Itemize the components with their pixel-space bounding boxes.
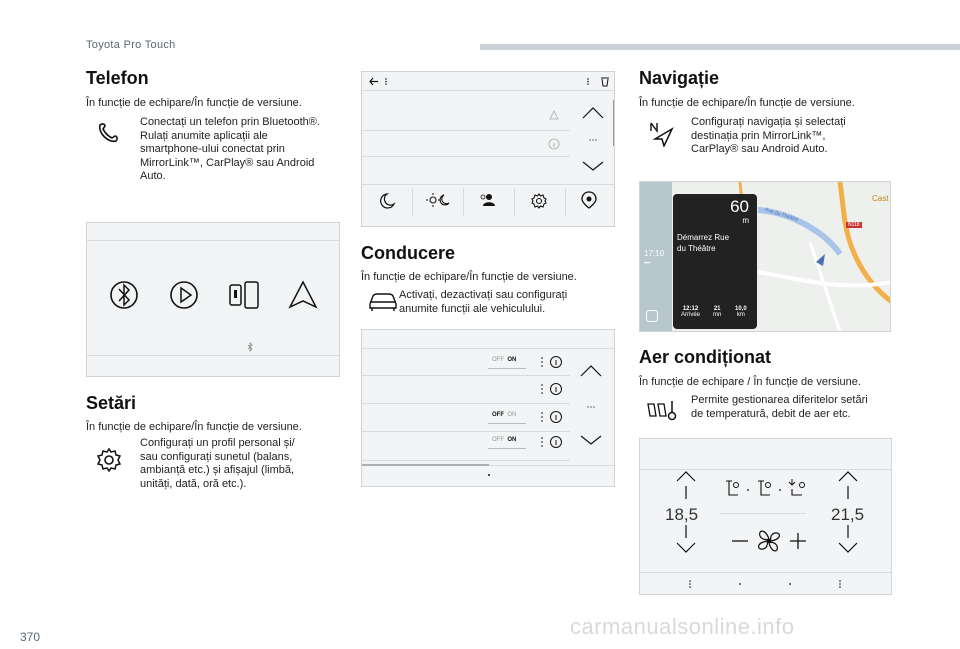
nav-arrival-time: 12:12 [682,306,699,312]
map-street-label: Rue du Théâtre [763,206,799,224]
back-arrow-icon[interactable] [368,76,390,87]
switch-row-4[interactable] [492,437,516,443]
switch-off-label: OFF [492,437,504,443]
car-icon [368,290,398,312]
switch-row-1[interactable] [492,357,516,363]
navigatie-line: Configurați navigația și selectați [691,116,846,128]
switch-off-label: OFF [492,412,504,418]
map-home-button[interactable] [646,310,658,322]
setari-line: Configurați un profil personal și/ [140,437,295,449]
map-side-panel [640,182,672,332]
setari-title: Setări [86,393,137,413]
telefon-line: Auto. [140,170,166,182]
fan-speed-control[interactable] [730,524,808,558]
telefon-description [140,116,320,184]
telefon-title: Telefon [86,68,149,88]
nav-arrival [681,306,700,318]
temp-left: 18,5 [665,505,699,524]
page-dot [488,474,490,476]
scroll-arrows[interactable] [580,104,606,172]
row-menu-info-icon[interactable] [538,382,564,396]
navigation-icon [647,121,675,147]
map-place: Cast [872,194,889,203]
navigatie-line: CarPlay® sau Android Auto. [691,143,828,155]
switch-on-label: ON [507,437,517,443]
temp-right: 21,5 [831,505,865,524]
mirror-screen-icon[interactable] [227,279,261,311]
header-bar [480,44,960,50]
settings-screen [361,71,615,227]
nav-minutes-label: mn [713,312,722,318]
bottom-menu-dots[interactable] [685,579,845,589]
setari-line: unități, dată, oră etc.). [140,477,247,490]
system-settings-icon[interactable] [528,190,548,210]
conducere-screen [361,329,615,487]
switch-on-label: ON [507,412,517,418]
telefon-line: Rulați anumite aplicații ale [140,129,268,142]
navigation-map-screen [639,181,891,332]
night-mode-icon[interactable] [377,191,397,209]
nav-distance-unit: m [742,216,749,225]
telefon-screen [86,222,340,377]
conducere-title: Conducere [361,243,456,263]
map-dots: ••• [644,261,651,267]
page-number: 370 [20,630,41,644]
navigatie-description [691,116,846,157]
telefon-subtitle: În funcție de echipare/În funcție de versiune. [86,97,302,109]
scroll-arrows[interactable] [578,364,604,450]
telefon-line: Conectați un telefon prin Bluetooth®. [140,116,320,128]
nav-street-line: Démarrez Rue [677,233,730,242]
switch-on-label: ON [507,357,517,363]
watermark: carmanualsonline.info [570,614,795,639]
warning-icon [549,110,559,120]
android-auto-icon[interactable] [287,279,319,311]
map-clock: 17:10 [644,249,665,258]
climate-icon [645,398,679,422]
nav-street-line: du Théâtre [677,244,716,253]
setari-description [140,437,295,491]
telefon-line: smartphone-ului conectat prin [140,143,285,155]
conducere-description [399,289,567,316]
nav-km [735,306,747,318]
navigatie-title: Navigație [639,68,720,88]
phone-icon [96,121,120,145]
bluetooth-small-icon [246,342,254,352]
nav-km-label: km [736,312,745,318]
air-distribution-icons[interactable] [722,477,814,499]
header-title: Toyota Pro Touch [86,39,176,51]
row-menu-info-icon[interactable] [538,410,564,424]
location-settings-icon[interactable] [579,190,599,210]
info-icon [548,138,560,150]
road-badge: N118 [848,222,860,228]
conducere-subtitle: În funcție de echipare/În funcție de versiune. [361,271,577,283]
navigatie-line: destinația prin MirrorLink™, [691,129,826,142]
telefon-line: MirrorLink™, CarPlay® sau Android [140,156,315,169]
conducere-line: Activați, dezactivați sau configurați [399,289,568,301]
aer-line: de temperatură, debit de aer etc. [691,407,851,420]
brightness-icon[interactable] [425,191,451,209]
nav-street [677,232,729,254]
setari-subtitle: În funcție de echipare/În funcție de versiune. [86,421,302,433]
switch-off-label: OFF [492,357,504,363]
aer-description [691,394,868,421]
aer-line: Permite gestionarea diferitelor setări [691,394,868,406]
bluetooth-phone-icon[interactable] [109,278,139,312]
aer-subtitle: În funcție de echipare / În funcție de versiune. [639,376,861,388]
nav-arrival-label: Arrivée [681,312,701,318]
row-menu-info-icon[interactable] [538,435,564,449]
nav-distance: 60 [730,197,749,216]
nav-minutes [713,306,721,318]
profile-icon[interactable] [478,191,498,209]
row-menu-info-icon[interactable] [538,355,564,369]
switch-row-3[interactable] [492,412,516,418]
climate-screen [639,438,892,595]
nav-km-value: 10,0 [735,306,747,312]
setari-line: ambianță etc.) și afișajul (limbă, [140,464,295,476]
nav-guidance-card [673,194,757,329]
navigatie-subtitle: În funcție de echipare/În funcție de versiune. [639,97,855,109]
conducere-line: anumite funcții ale vehiculului. [399,302,546,315]
aer-title: Aer condiționat [639,347,772,367]
menu-trash-icon[interactable] [582,76,612,87]
play-media-icon[interactable] [169,279,199,311]
settings-gear-icon [96,447,122,473]
nav-minutes-value: 21 [713,306,721,312]
setari-line: sau configurați sunetul (balans, [140,450,293,463]
